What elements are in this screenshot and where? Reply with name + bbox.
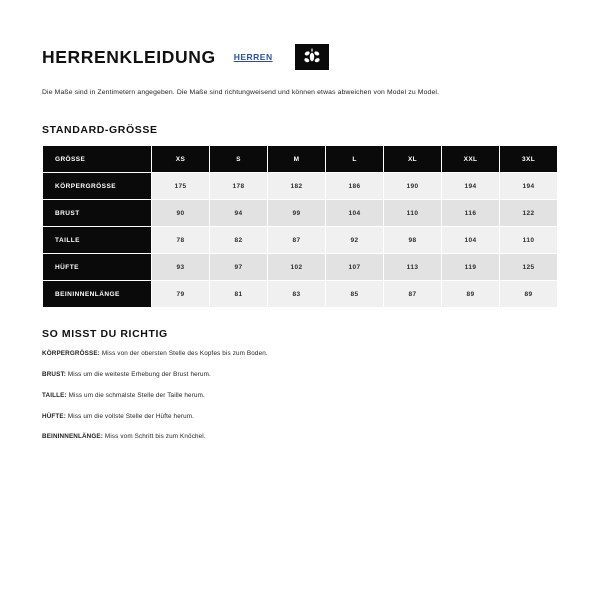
- howto-title: SO MISST DU RICHTIG: [42, 328, 168, 341]
- cell-taille-xxl: 104: [442, 227, 500, 254]
- table-row: [43, 254, 558, 281]
- column-header-groesse: GRÖSSE: [43, 146, 152, 173]
- size-table-head: [43, 146, 558, 173]
- howto-item: [42, 392, 558, 401]
- size-table: [42, 145, 558, 308]
- table-row: [43, 281, 558, 308]
- howto-term-koerpergroesse: KÖRPERGRÖSSE:: [42, 350, 100, 358]
- column-header-xs: XS: [152, 146, 210, 173]
- cell-koerpergroesse-s: 178: [210, 173, 268, 200]
- howto-term-brust: BRUST:: [42, 371, 66, 378]
- cell-beininnenlaenge-xs: 79: [152, 281, 210, 308]
- howto-item: [42, 433, 558, 442]
- cell-beininnenlaenge-m: 83: [268, 281, 326, 308]
- cell-beininnenlaenge-xl: 87: [384, 281, 442, 308]
- howto-term-beininnenlaenge: BEININNENLÄNGE:: [42, 433, 104, 441]
- howto-text-taille: Miss um die schmalste Stelle der Taille herum.: [66, 391, 205, 399]
- bee-logo-icon: [295, 44, 329, 70]
- gender-link-herren[interactable]: HERREN: [233, 51, 273, 62]
- cell-huefte-m: 102: [268, 254, 326, 281]
- cell-huefte-xl: 113: [384, 254, 442, 281]
- cell-koerpergroesse-m: 182: [268, 173, 326, 200]
- howto-item: [42, 413, 558, 422]
- cell-koerpergroesse-3xl: 194: [500, 173, 558, 200]
- size-table-body: [43, 173, 558, 308]
- column-header-m: M: [268, 146, 326, 173]
- cell-beininnenlaenge-xxl: 89: [442, 281, 500, 308]
- table-row: [43, 227, 558, 254]
- row-label-koerpergroesse: KÖRPERGRÖSSE: [43, 173, 152, 200]
- cell-taille-xs: 78: [152, 227, 210, 254]
- cell-huefte-s: 97: [210, 254, 268, 281]
- table-header-row: [43, 146, 558, 173]
- row-label-beininnenlaenge: BEININNENLÄNGE: [43, 281, 152, 308]
- howto-item: [42, 350, 558, 359]
- cell-taille-xl: 98: [384, 227, 442, 254]
- intro-text: Die Maße sind in Zentimetern angegeben. Die Maße sind richtungweisend und können etwas abweichen von Model zu Model.: [42, 89, 440, 96]
- howto-text-brust: Miss um die weiteste Erhebung der Brust herum.: [66, 371, 211, 378]
- table-row: [43, 173, 558, 200]
- row-label-taille: TAILLE: [43, 227, 152, 254]
- cell-brust-3xl: 122: [500, 200, 558, 227]
- page-title: HERRENKLEIDUNG: [42, 46, 216, 67]
- cell-brust-s: 94: [210, 200, 268, 227]
- column-header-l: L: [326, 146, 384, 173]
- cell-beininnenlaenge-s: 81: [210, 281, 268, 308]
- cell-brust-xs: 90: [152, 200, 210, 227]
- table-row: [43, 200, 558, 227]
- howto-text-koerpergroesse: Miss von der obersten Stelle des Kopfes bis zum Boden.: [99, 350, 268, 358]
- cell-koerpergroesse-l: 186: [326, 173, 384, 200]
- row-label-huefte: HÜFTE: [43, 254, 152, 281]
- cell-huefte-xxl: 119: [442, 254, 500, 281]
- cell-brust-xl: 110: [384, 200, 442, 227]
- row-label-brust: BRUST: [43, 200, 152, 227]
- cell-koerpergroesse-xl: 190: [384, 173, 442, 200]
- header: [42, 44, 558, 70]
- column-header-s: S: [210, 146, 268, 173]
- column-header-xxl: XXL: [442, 146, 500, 173]
- cell-brust-l: 104: [326, 200, 384, 227]
- cell-huefte-l: 107: [326, 254, 384, 281]
- standard-size-title: STANDARD-GRÖSSE: [42, 124, 158, 137]
- cell-brust-xxl: 116: [442, 200, 500, 227]
- cell-taille-3xl: 110: [500, 227, 558, 254]
- cell-taille-m: 87: [268, 227, 326, 254]
- howto-term-taille: TAILLE:: [42, 391, 67, 399]
- howto-text-beininnenlaenge: Miss vom Schritt bis zum Knöchel.: [103, 433, 206, 441]
- cell-beininnenlaenge-l: 85: [326, 281, 384, 308]
- cell-taille-l: 92: [326, 227, 384, 254]
- cell-huefte-xs: 93: [152, 254, 210, 281]
- column-header-3xl: 3XL: [500, 146, 558, 173]
- cell-taille-s: 82: [210, 227, 268, 254]
- howto-text-huefte: Miss um die vollste Stelle der Hüfte herum.: [66, 412, 195, 420]
- column-header-xl: XL: [384, 146, 442, 173]
- cell-beininnenlaenge-3xl: 89: [500, 281, 558, 308]
- howto-term-huefte: HÜFTE:: [42, 412, 66, 420]
- cell-koerpergroesse-xxl: 194: [442, 173, 500, 200]
- cell-huefte-3xl: 125: [500, 254, 558, 281]
- howto-item: [42, 371, 558, 380]
- cell-brust-m: 99: [268, 200, 326, 227]
- cell-koerpergroesse-xs: 175: [152, 173, 210, 200]
